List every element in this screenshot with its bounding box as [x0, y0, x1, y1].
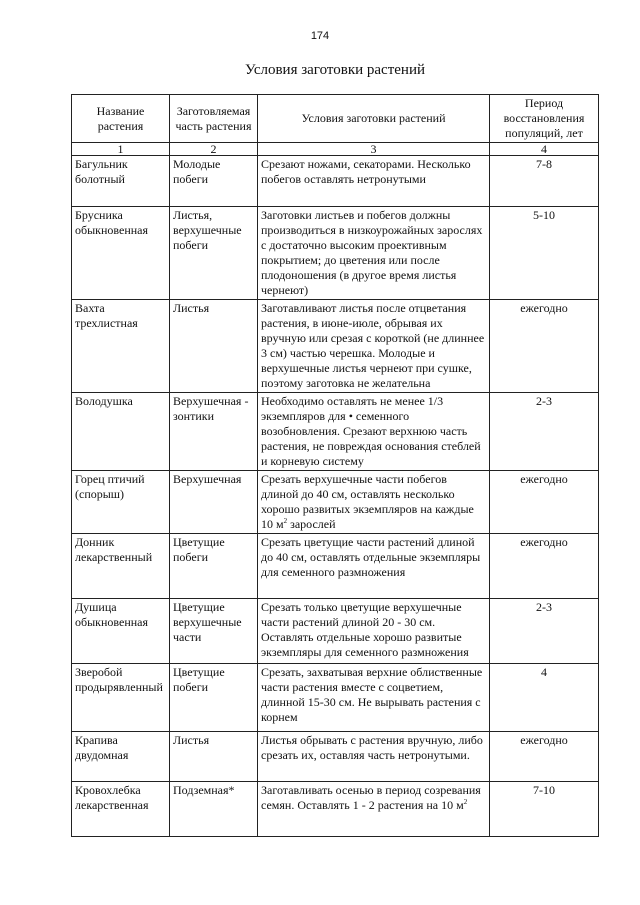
column-number-row — [72, 143, 599, 156]
conditions-cell — [258, 471, 490, 534]
harvest-conditions-table — [71, 94, 599, 837]
recovery-period-cell: ежегодно — [490, 300, 599, 393]
plant-name-cell: Донник лекарственный — [72, 534, 170, 599]
conditions-text: Срезают ножами, секаторами. Несколько побегов оставлять нетронутыми — [261, 157, 471, 186]
table-row — [72, 599, 599, 664]
conditions-text: Листья обрывать с растения вручную, либо срезать их, оставляя часть нетронутыми. — [261, 733, 483, 762]
plant-name-cell: Душица обыкновенная — [72, 599, 170, 664]
conditions-text-tail: зарослей — [287, 517, 336, 531]
document-title: Условия заготовки растений — [245, 62, 425, 78]
conditions-cell — [258, 599, 490, 664]
table-row — [72, 156, 599, 207]
recovery-period-cell: 2-3 — [490, 393, 599, 471]
harvested-part-cell: Цветущие побеги — [170, 534, 258, 599]
plant-name-cell: Багульник болотный — [72, 156, 170, 207]
header-row — [72, 95, 599, 143]
plant-name-cell: Володушка — [72, 393, 170, 471]
conditions-cell — [258, 393, 490, 471]
plant-name-cell: Крапива двудомная — [72, 732, 170, 782]
conditions-text: Заготовки листьев и побегов должны производиться в низкоурожайных зарослях с достаточно высоким проективным покрытием; до цветения или после плодоношения (в другое время листья чернеют) — [261, 208, 483, 297]
superscript: 2 — [283, 517, 288, 525]
column-number: 1 — [72, 143, 170, 156]
harvested-part-cell: Цветущие верхушечные части — [170, 599, 258, 664]
conditions-text: Заготавливать осенью в период созревания семян. Оставлять 1 - 2 растения на 10 м — [261, 783, 481, 812]
harvested-part-cell: Цветущие побеги — [170, 664, 258, 732]
conditions-text: Срезать только цветущие верхушечные части растений длиной 20 - 30 см. Оставлять отдельные хорошо развитые экземпляры для семенного размножения — [261, 600, 469, 659]
recovery-period-cell: ежегодно — [490, 534, 599, 599]
harvested-part-cell: Листья — [170, 732, 258, 782]
plant-name-cell: Зверобой продырявленный — [72, 664, 170, 732]
harvested-part-cell: Верхушечная — [170, 471, 258, 534]
recovery-period-cell: 5-10 — [490, 207, 599, 300]
conditions-cell — [258, 782, 490, 837]
harvested-part-cell: Листья — [170, 300, 258, 393]
recovery-period-cell: ежегодно — [490, 732, 599, 782]
table-row — [72, 664, 599, 732]
header-recovery-period: Период восстановления популяций, лет — [490, 95, 599, 143]
conditions-cell — [258, 664, 490, 732]
recovery-period-cell: 2-3 — [490, 599, 599, 664]
header-plant-name: Название растения — [72, 95, 170, 143]
column-number: 3 — [258, 143, 490, 156]
conditions-text: Заготавливают листья после отцветания растения, в июне-июле, обрывая их вручную или срезая с короткой (не длиннее 3 см) частью черешка. Молодые и верхушечные листья чернеют при сушке, поэтому заготовка не желательна — [261, 301, 485, 390]
recovery-period-cell: 4 — [490, 664, 599, 732]
harvested-part-cell: Листья, верхушечные побеги — [170, 207, 258, 300]
conditions-text: Срезать, захватывая верхние облиственные части растения вместе с соцветием, длинной 15-30 см. Не вырывать растения с корнем — [261, 665, 483, 724]
recovery-period-cell: 7-10 — [490, 782, 599, 837]
conditions-cell — [258, 300, 490, 393]
header-conditions: Условия заготовки растений — [258, 95, 490, 143]
conditions-cell — [258, 732, 490, 782]
conditions-text: Необходимо оставлять не менее 1/3 экземпляров для • семенного возобновления. Срезают верхнюю часть растения, не повреждая основания стеблей и корневую систему — [261, 394, 481, 468]
plant-name-cell: Горец птичий (спорыш) — [72, 471, 170, 534]
conditions-cell — [258, 534, 490, 599]
harvested-part-cell: Верхушечная - зонтики — [170, 393, 258, 471]
table-row — [72, 207, 599, 300]
table-row — [72, 393, 599, 471]
conditions-cell — [258, 207, 490, 300]
page-number: 174 — [310, 30, 330, 42]
conditions-cell — [258, 156, 490, 207]
table-row — [72, 471, 599, 534]
conditions-text: Срезать цветущие части растений длиной до 40 см, оставлять отдельные экземпляры для семенного размножения — [261, 535, 481, 579]
recovery-period-cell: 7-8 — [490, 156, 599, 207]
table-row — [72, 732, 599, 782]
harvested-part-cell: Молодые побеги — [170, 156, 258, 207]
plant-name-cell: Брусника обыкновенная — [72, 207, 170, 300]
column-number: 2 — [170, 143, 258, 156]
table-row — [72, 534, 599, 599]
harvested-part-cell: Подземная* — [170, 782, 258, 837]
plant-name-cell: Вахта трехлистная — [72, 300, 170, 393]
table-row — [72, 782, 599, 837]
table-row — [72, 300, 599, 393]
plant-name-cell: Кровохлебка лекарственная — [72, 782, 170, 837]
recovery-period-cell: ежегодно — [490, 471, 599, 534]
header-harvested-part: Заготовляемая часть растения — [170, 95, 258, 143]
conditions-text: Срезать верхушечные части побегов длиной до 40 см, оставлять несколько хорошо развитых экземпляров на каждые 10 м — [261, 472, 474, 531]
column-number: 4 — [490, 143, 599, 156]
superscript: 2 — [463, 798, 468, 806]
